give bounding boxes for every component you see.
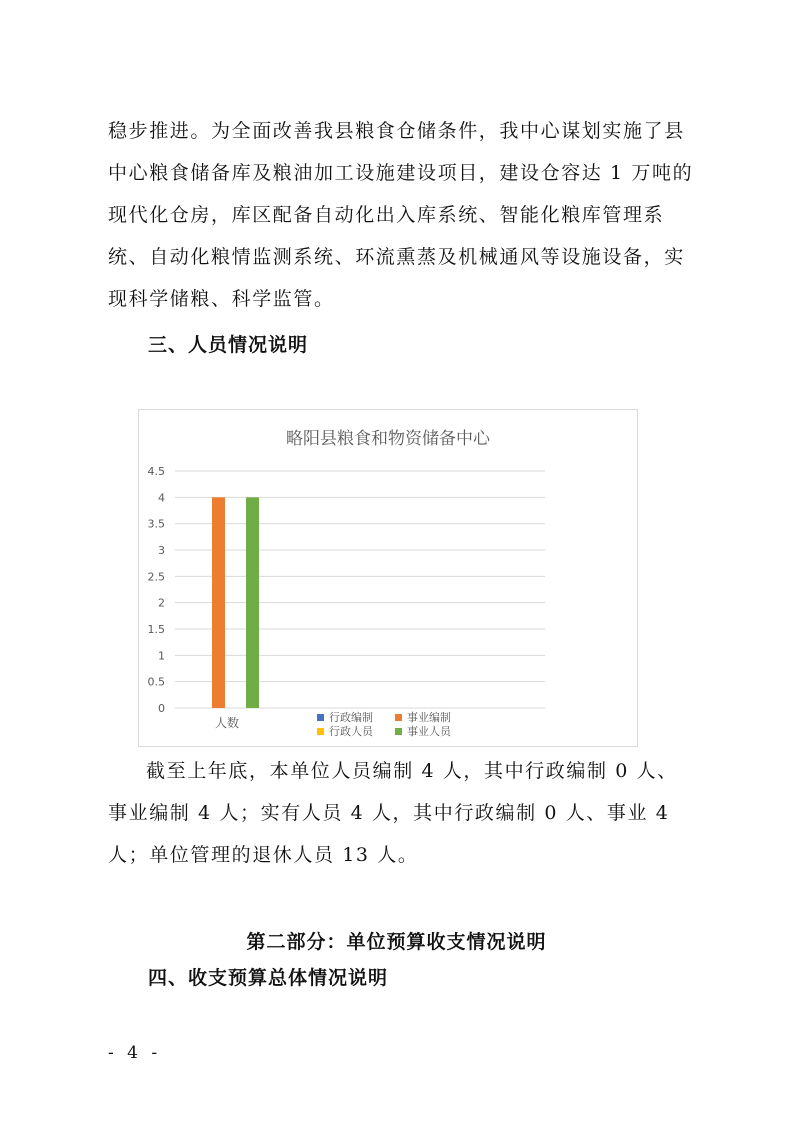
legend-swatch <box>395 714 402 721</box>
bar-3 <box>246 497 259 708</box>
heading-budget-overview: 四、收支预算总体情况说明 <box>148 967 389 989</box>
legend-item <box>395 723 451 739</box>
paragraph-storage-project: 稳步推进。为全面改善我县粮食仓储条件，我中心谋划实施了县中心粮食储备库及粮油加工设施建设项目，建设仓容达 1 万吨的现代化仓房，库区配备自动化出入库系统、智能化粮库管理系统、自动化粮情监测系统、环流熏蒸及机械通风等设施设备，实现科学储粮、科学监管。 <box>108 120 694 310</box>
legend-label: 事业编制 <box>407 711 451 724</box>
y-tick-label: 1 <box>158 649 165 663</box>
y-tick-label: 0 <box>158 702 165 715</box>
legend-label: 行政人员 <box>329 725 373 738</box>
chart-plot <box>139 410 637 746</box>
legend-item <box>317 723 373 739</box>
y-tick-label: 2.5 <box>147 570 165 584</box>
y-tick-label: 0.5 <box>147 675 165 689</box>
heading-part-two: 第二部分：单位预算收支情况说明 <box>246 931 547 953</box>
y-tick-label: 1.5 <box>147 623 165 636</box>
legend-swatch <box>317 714 324 721</box>
y-tick-label: 3 <box>158 544 165 557</box>
chart-title: 略阳县粮食和物资储备中心 <box>286 429 490 449</box>
paragraph-staff-detail: 截至上年底，本单位人员编制 4 人，其中行政编制 0 人、事业编制 4 人；实有人员 4 人，其中行政编制 0 人、事业 4 人；单位管理的退休人员 13 人。 <box>108 760 678 866</box>
heading-staff-section: 三、人员情况说明 <box>148 334 309 356</box>
legend-label: 行政编制 <box>329 711 373 724</box>
page-number: - 4 - <box>108 1043 162 1063</box>
y-tick-label: 3.5 <box>147 517 165 531</box>
legend-swatch <box>317 728 324 735</box>
y-tick-label: 4 <box>158 491 165 505</box>
y-tick-label: 4.5 <box>147 465 165 478</box>
staff-bar-chart <box>138 409 638 747</box>
y-tick-label: 2 <box>158 596 165 610</box>
legend-label: 事业人员 <box>407 725 451 738</box>
bar-1 <box>212 497 225 708</box>
category-label: 人数 <box>214 716 240 730</box>
legend-swatch <box>395 728 402 735</box>
